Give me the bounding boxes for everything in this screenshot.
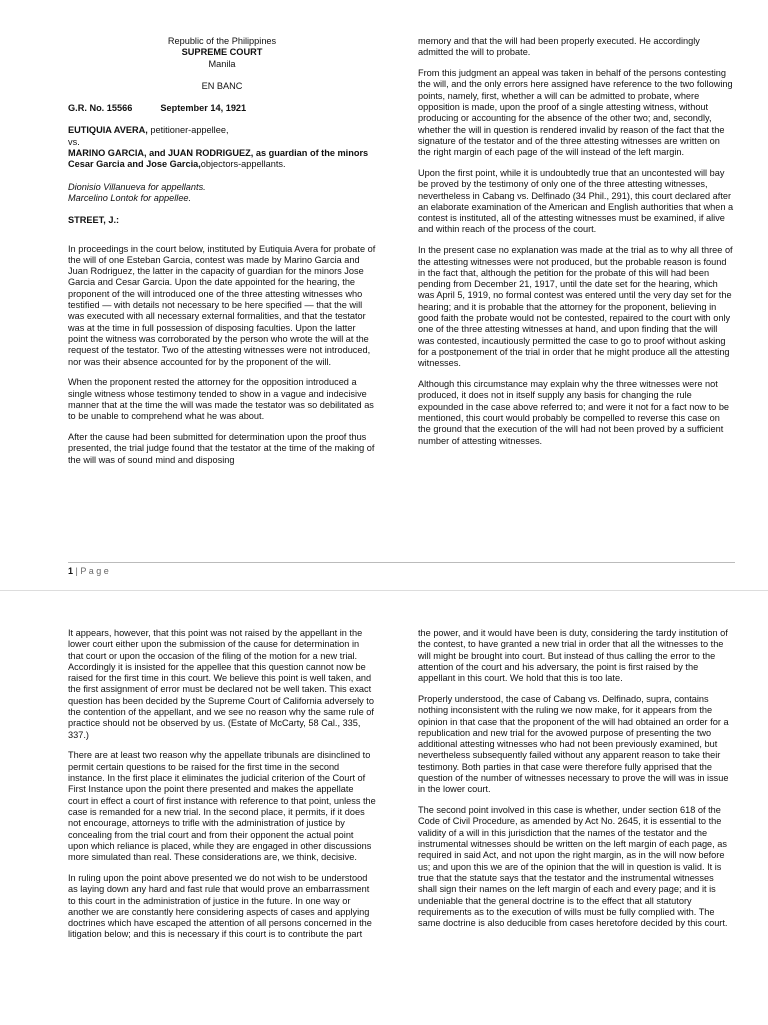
paragraph: The second point involved in this case is whether, under section 618 of the Code of Civil Procedure, as amended by Act No. 2645, it is essential to the validity of a will in this jurisdiction that the names of the testator and the instrumental witnesses should be written on the left margin of each page, as required in said Act, and not upon the right margin, as in the will now before us; and upon this we are of the opinion that the will in question is valid. It is true that the statute says that the testator and the instrumental witnesses shall sign their names on the left margin of each and every page; and it is undeniable that the general doctrine is to the effect that all statutory requirements as to the execution of wills must be fully complied with. The same doctrine is also deducible from cases heretofore decided by this court.	[418, 805, 728, 929]
counsel-appellee: Marcelino Lontok for appellee.	[68, 192, 192, 203]
city-heading: Manila	[208, 58, 236, 69]
footer-rule	[68, 562, 735, 563]
gr-number: G.R. No. 15566	[68, 103, 133, 114]
footer-separator: |	[73, 566, 81, 576]
page1-left-column	[68, 36, 376, 475]
page-number: 1	[68, 566, 74, 576]
petitioner-name: EUTIQUIA AVERA,	[68, 125, 148, 136]
page-footer	[68, 566, 109, 576]
paragraph: It appears, however, that this point was not raised by the appellant in the lower court either upon the submission of the cause for determination in that court or upon the occasion of the filing of the motion for a new trial. Accordingly it is insisted for the appellee that this question cannot now be raised for the first time in this court. We believe this point is well taken, and the first assignment of error must be declared not be well taken. This exact question has been decided by the Supreme Court of California adversely to the contention of the appellant, and we see no reason why the same rule of practice should not be observed by us. (Estate of McCarty, 58 Cal., 335, 337.)	[68, 628, 374, 740]
counsel-appellants: Dionisio Villanueva for appellants.	[68, 181, 206, 192]
paragraph: There are at least two reason why the appellate tribunals are disinclined to permit certain questions to be raised for the first time in the second instance. In the first place it eliminates the judicial criterion of the Court of First Instance upon the point there presented and makes the appellate court in effect a court of first instance with reference to that point, unless the case is remanded for a new trial. In the second place, it permits, if it does not encourage, attorneys to trifle with the administration of justice by concealing from the trial court and from their opponent the actual point upon which reliance is placed, while they are engaged in other discussions more simulated than real. These considerations are, we think, decisive.	[68, 750, 376, 863]
petitioner-line	[68, 125, 376, 136]
respondents-name: MARINO GARCIA, and JUAN RODRIGUEZ, as guardian of the minors Cesar Garcia and Jose Garcia,	[68, 148, 369, 170]
paragraph: the power, and it would have been is duty, considering the tardy institution of the contest, to have granted a new trial in order that all the witnesses to the will might be brought into court. But instead of thus calling the error to the attention of the court and his adversary, the point is first raised by the appellant in this court. We hold that this is too late.	[418, 628, 728, 684]
paragraph: In proceedings in the court below, instituted by Eutiquia Avera for probate of the will of one Esteban Garcia, contest was made by Marino Garcia and Juan Rodriguez, the latter in the capacity of guardian for the minors Jose Garcia and Cesar Garcia. Upon the date appointed for the hearing, the proponent of the will introduced one of the three attesting witnesses who testified — with details not necessary to be here specified — that the will was executed with all necessary external formalities, and that the testator was at the time in full possession of disposing faculties. Upon the latter point the witness was corroborated by the person who wrote the will at the request of the testator. Two of the attesting witnesses were not introduced, nor was their absence accounted for by the proponent of the will.	[68, 243, 376, 367]
page1-right-column	[418, 36, 735, 456]
paragraph: After the cause had been submitted for determination upon the proof thus presented, the trial judge found that the testator at the time of the making of the will was of sound mind and disposing	[68, 432, 375, 465]
page2-right-column	[418, 628, 735, 939]
paragraph: Properly understood, the case of Cabang vs. Delfinado, supra, contains nothing inconsistent with the ruling we now make, for it appears from the opinion in that case that the proponent of the will had obtained an order for a republication and new trial for the avowed purpose of presenting the two additional attesting witnesses who had not been previously examined, but nevertheless subsequently failed without any apparent reason to take their testimony. Both parties in that case were therefore fully apprised that the question of the number of witnesses necessary to prove the will was in issue in the lower court.	[418, 693, 729, 795]
paragraph: In ruling upon the point above presented we do not wish to be understood as laying down any hard and fast rule that would prove an embarrassment to this court in the administration of justice in the future. In one way or another we are constantly here considering aspects of cases and applying doctrines which have escaped the attention of all persons concerned in the litigation below; and this is necessary if this court is to contribute the part	[68, 872, 372, 940]
paragraph: From this judgment an appeal was taken in behalf of the persons contesting the will, and the only errors here assigned have reference to the two following points, namely, first, whether a will can be admitted to probate, where opposition is made, upon the proof of a single attesting witness, without producing or accounting for the absence of the other two; and, secondly, whether the will in question is rendered invalid by reason of the fact that the signature of the testator and of the three attesting witnesses are written on the right margin of each page of the will instead of the left margin.	[418, 68, 733, 158]
ponente: STREET, J.:	[68, 215, 120, 226]
paragraph: Upon the first point, while it is undoubtedly true that an uncontested will bay be proved by the testimony of only one of the three attesting witnesses, nevertheless in Cabang vs. Delfinado (34 Phil., 291), this court declared after an elaborate examination of the American and English authorities that when a contest is instituted, all of the attesting witnesses must be examined, if alive and within reach of the process of the court.	[418, 167, 734, 235]
page-label: P a g e	[80, 566, 109, 576]
respondents-role: objectors-appellants.	[200, 159, 286, 170]
document-page-2	[0, 590, 768, 1025]
paragraph: In the present case no explanation was made at the trial as to why all three of the attesting witnesses were not produced, but the probable reason is found in the fact that, although the petition for the probate of this will had been pending from December 21, 1917, until the date set for the hearing, which was April 5, 1919, no formal contest was entered until the very day set for the hearing; and it is probable that the attorney for the proponent, believing in good faith the probate would not be contested, repaired to the court with only one of the three attesting witnesses at hand, and upon finding that the will was contested, incautiously permitted the case to go to proof without asking for a postponement of the trial in order that he might produce all the attesting witnesses.	[418, 245, 733, 369]
court-heading: SUPREME COURT	[181, 47, 263, 58]
petitioner-role: petitioner-appellee,	[147, 125, 229, 136]
respondents-line	[68, 148, 376, 171]
republic-heading: Republic of the Philippines	[167, 36, 277, 46]
paragraph: Although this circumstance may explain why the three witnesses were not produced, it does not in itself supply any basis for changing the rule expounded in the case above referred to; and were it not for a fact now to be mentioned, this court would probably be compelled to reverse this case on the ground that the execution of the will had not been proved by a sufficient number of attesting witnesses.	[418, 379, 730, 446]
decision-date: September 14, 1921	[160, 103, 247, 114]
versus: vs.	[68, 136, 80, 147]
page2-left-column	[68, 628, 376, 950]
case-number-line	[68, 103, 376, 114]
paragraph: When the proponent rested the attorney for the opposition introduced a single witness whose testimony tended to show in a vague and indecisive manner that at the time the will was made the testator was so debilitated as to be unable to comprehend what he was about.	[68, 377, 374, 422]
division-heading: EN BANC	[201, 80, 243, 91]
paragraph: memory and that the will had been properly executed. He accordingly admitted the will to probate.	[418, 36, 700, 58]
